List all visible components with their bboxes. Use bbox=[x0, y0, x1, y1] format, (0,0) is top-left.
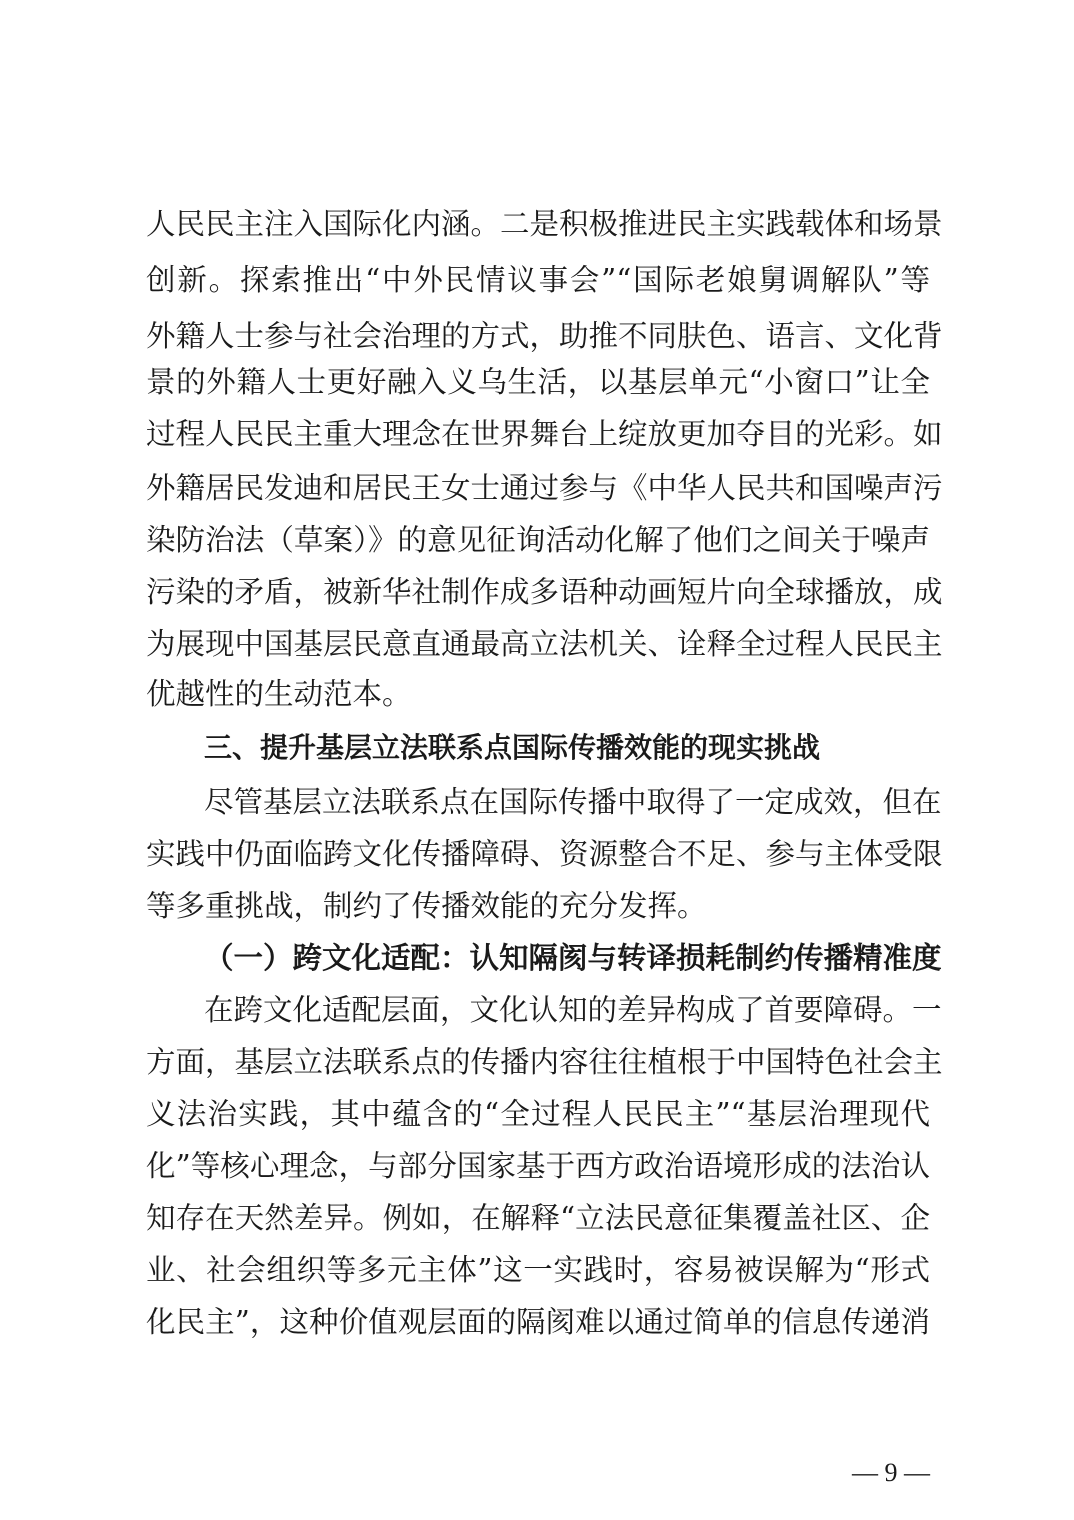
page-number: — 9 — bbox=[852, 1458, 930, 1487]
body-text-line: 污染的矛盾，被新华社制作成多语种动画短片向全球播放，成 bbox=[146, 575, 943, 609]
body-text-line: 尽管基层立法联系点在国际传播中取得了一定成效，但在 bbox=[204, 785, 942, 819]
body-text-line: 业、社会组织等多元主体”这一实践时，容易被误解为“形式 bbox=[146, 1253, 930, 1287]
body-text-line: 化”等核心理念，与部分国家基于西方政治语境形成的法治认 bbox=[146, 1149, 930, 1183]
body-text-line: 染防治法（草案）》的意见征询活动化解了他们之间关于噪声 bbox=[146, 523, 930, 557]
body-text-line: 义法治实践，其中蕴含的“全过程人民民主”“基层治理现代 bbox=[146, 1097, 930, 1131]
body-text-line: 优越性的生动范本。 bbox=[146, 677, 412, 711]
body-text-line: 过程人民民主重大理念在世界舞台上绽放更加夺目的光彩。如 bbox=[146, 417, 943, 451]
body-text-line: 等多重挑战，制约了传播效能的充分发挥。 bbox=[146, 889, 707, 923]
body-text-line: 外籍居民发迪和居民王女士通过参与《中华人民共和国噪声污 bbox=[146, 471, 943, 505]
body-text-line: 知存在天然差异。例如，在解释“立法民意征集覆盖社区、企 bbox=[146, 1201, 930, 1235]
body-text-line: 方面，基层立法联系点的传播内容往往植根于中国特色社会主 bbox=[146, 1045, 943, 1079]
body-text-line: 在跨文化适配层面，文化认知的差异构成了首要障碍。一 bbox=[204, 993, 942, 1027]
body-text-line: 创新。探索推出“中外民情议事会”“国际老娘舅调解队”等 bbox=[146, 263, 930, 297]
section-heading: 三、提升基层立法联系点国际传播效能的现实挑战 bbox=[204, 731, 821, 764]
body-text-line: 为展现中国基层民意直通最高立法机关、诠释全过程人民民主 bbox=[146, 627, 943, 661]
subsection-heading: （一）跨文化适配：认知隔阂与转译损耗制约传播精准度 bbox=[204, 940, 942, 975]
body-text-line: 化民主”，这种价值观层面的隔阂难以通过简单的信息传递消 bbox=[146, 1305, 930, 1339]
body-text-line: 实践中仍面临跨文化传播障碍、资源整合不足、参与主体受限 bbox=[146, 837, 943, 871]
body-text-line: 人民民主注入国际化内涵。二是积极推进民主实践载体和场景 bbox=[146, 207, 943, 241]
body-text-line: 外籍人士参与社会治理的方式，助推不同肤色、语言、文化背 bbox=[146, 319, 943, 353]
body-text-line: 景的外籍人士更好融入义乌生活，以基层单元“小窗口”让全 bbox=[146, 365, 930, 399]
